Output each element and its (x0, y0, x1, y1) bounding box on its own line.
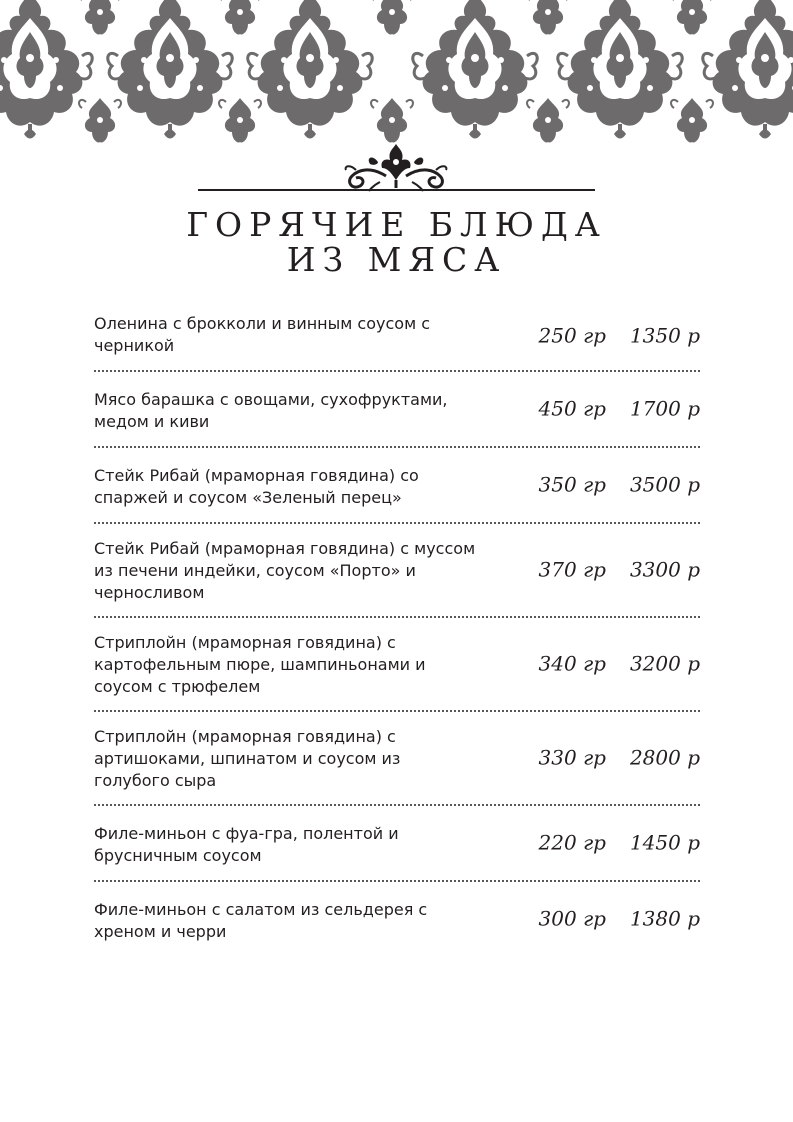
dish-name: Оленина с брокколи и винным соусом с черникой (94, 314, 431, 355)
dish-price: 3300 р (629, 557, 700, 582)
dish-name: Стейк Рибай (мраморная говядина) с муссом из печени индейки, соусом «Порто» и черносливом (94, 539, 476, 602)
menu-item (94, 372, 700, 448)
dish-name: Филе-миньон с салатом из сельдерея с хреном и черри (94, 900, 428, 941)
dish-weight: 220 гр (538, 830, 606, 855)
flourish-ornament (0, 140, 793, 196)
flourish-divider-icon (0, 140, 793, 196)
dish-name: Филе-миньон с фуа-гра, полентой и брусничным соусом (94, 824, 399, 865)
menu-item (94, 524, 700, 618)
damask-pattern-header (0, 0, 793, 150)
dish-price: 1450 р (629, 830, 700, 855)
dish-weight: 350 гр (538, 472, 606, 497)
menu-item (94, 712, 700, 806)
dish-weight: 300 гр (538, 906, 606, 931)
dish-price: 2800 р (629, 745, 700, 770)
menu-item (94, 448, 700, 524)
dish-name: Мясо барашка с овощами, сухофруктами, медом и киви (94, 390, 448, 431)
dish-price: 1350 р (629, 323, 700, 348)
menu-item (94, 302, 700, 372)
menu-item (94, 882, 700, 956)
dish-name: Стейк Рибай (мраморная говядина) со спаржей и соусом «Зеленый перец» (94, 466, 419, 507)
page-title (0, 207, 793, 277)
dish-price: 3500 р (629, 472, 700, 497)
dish-weight: 450 гр (538, 396, 606, 421)
dish-name: Стриплойн (мраморная говядина) с картофельным пюре, шампиньонами и соусом с трюфелем (94, 633, 426, 696)
dish-weight: 330 гр (538, 745, 606, 770)
menu-item (94, 618, 700, 712)
dish-name: Стриплойн (мраморная говядина) с артишоками, шпинатом и соусом из голубого сыра (94, 727, 401, 790)
title-line-2: ИЗ МЯСА (286, 240, 507, 279)
title-line-1: ГОРЯЧИЕ БЛЮДА (186, 205, 607, 244)
dish-weight: 250 гр (538, 323, 606, 348)
dish-price: 3200 р (629, 651, 700, 676)
dish-price: 1380 р (629, 906, 700, 931)
dish-weight: 370 гр (538, 557, 606, 582)
dish-weight: 340 гр (538, 651, 606, 676)
damask-pattern (0, 0, 793, 150)
dish-price: 1700 р (629, 396, 700, 421)
menu-list (94, 302, 700, 956)
menu-item (94, 806, 700, 882)
